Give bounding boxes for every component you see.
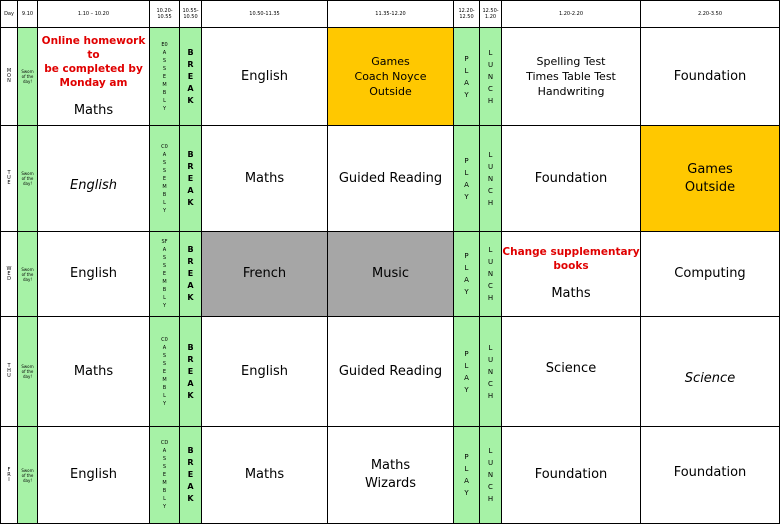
header-play-time: 12.20-12.50 bbox=[454, 0, 480, 28]
header-day: Day bbox=[0, 0, 18, 28]
lunch-column: L U N C H bbox=[480, 126, 502, 232]
lunch-column: L U N C H bbox=[480, 427, 502, 524]
header-period-6-time: 2.20-3.50 bbox=[641, 0, 780, 28]
header-assembly-time: 10.20-10.55 bbox=[150, 0, 180, 28]
thu-period-1: Maths bbox=[38, 317, 150, 427]
story-of-the-day: Sworn of the day! bbox=[18, 317, 38, 427]
thu-period-3: English bbox=[202, 317, 328, 427]
assembly-column: CD A S S E M B L Y bbox=[150, 427, 180, 524]
wed-period-1: English bbox=[38, 232, 150, 317]
mon-period-1 bbox=[38, 28, 150, 126]
lunch-column: L U N C H bbox=[480, 28, 502, 126]
fri-period-5: Foundation bbox=[502, 427, 641, 524]
assembly-column: C0 A S S E M B L Y bbox=[150, 126, 180, 232]
thu-period-5: Science bbox=[502, 317, 641, 427]
wed-period-3: French bbox=[202, 232, 328, 317]
lunch-column: L U N C H bbox=[480, 232, 502, 317]
tue-period-4: Guided Reading bbox=[328, 126, 454, 232]
header-period-1-time: 1.10 – 10.20 bbox=[38, 0, 150, 28]
play-column: P L A Y bbox=[454, 232, 480, 317]
story-of-the-day: Sworn of the day! bbox=[18, 28, 38, 126]
mon-period-5: Spelling Test Times Table Test Handwriting bbox=[502, 28, 641, 126]
day-label-mon: M O N bbox=[0, 28, 18, 126]
fri-period-4: Maths Wizards bbox=[328, 427, 454, 524]
tue-period-6: Games Outside bbox=[641, 126, 780, 232]
thu-period-6: Science bbox=[641, 317, 780, 427]
fri-period-3: Maths bbox=[202, 427, 328, 524]
thu-period-4: Guided Reading bbox=[328, 317, 454, 427]
supplementary-books-note: Change supplementary books bbox=[502, 246, 640, 272]
fri-period-6: Foundation bbox=[641, 427, 780, 524]
mon-period-4: Games Coach Noyce Outside bbox=[328, 28, 454, 126]
assembly-column: SF A S S E M B L Y bbox=[150, 232, 180, 317]
mon-period-3: English bbox=[202, 28, 328, 126]
story-of-the-day: Sworn of the day! bbox=[18, 232, 38, 317]
lesson-label: Maths bbox=[551, 286, 591, 301]
day-label-tue: T U E bbox=[0, 126, 18, 232]
day-label-thu: T H U bbox=[0, 317, 18, 427]
play-column: P L A Y bbox=[454, 427, 480, 524]
header-registration-time: 9.10 bbox=[18, 0, 38, 28]
break-column: B R E A K bbox=[180, 427, 202, 524]
header-period-3-time: 10.50-11.35 bbox=[202, 0, 328, 28]
play-column: P L A Y bbox=[454, 317, 480, 427]
break-column: B R E A K bbox=[180, 232, 202, 317]
wed-period-4: Music bbox=[328, 232, 454, 317]
header-period-5-time: 1.20-2.20 bbox=[502, 0, 641, 28]
assembly-column: E0 A S S E M B L Y bbox=[150, 28, 180, 126]
homework-note: Online homework to be completed by Monday am bbox=[41, 34, 146, 89]
header-period-4-time: 11.35-12.20 bbox=[328, 0, 454, 28]
play-column: P L A Y bbox=[454, 28, 480, 126]
header-break-time: 10.55-10.50 bbox=[180, 0, 202, 28]
mon-period-6: Foundation bbox=[641, 28, 780, 126]
tue-period-3: Maths bbox=[202, 126, 328, 232]
story-of-the-day: Sworn of the day! bbox=[18, 126, 38, 232]
wed-period-6: Computing bbox=[641, 232, 780, 317]
story-of-the-day: Sworn of the day! bbox=[18, 427, 38, 524]
break-column: B R E A K bbox=[180, 126, 202, 232]
play-column: P L A Y bbox=[454, 126, 480, 232]
header-lunch-time: 12.50-1.20 bbox=[480, 0, 502, 28]
lesson-label: Maths bbox=[73, 102, 114, 118]
fri-period-1: English bbox=[38, 427, 150, 524]
break-column: B R E A K bbox=[180, 28, 202, 126]
wed-period-5 bbox=[502, 232, 641, 317]
assembly-column: C0 A S S E M B L Y bbox=[150, 317, 180, 427]
day-label-fri: F R I bbox=[0, 427, 18, 524]
lunch-column: L U N C H bbox=[480, 317, 502, 427]
tue-period-5: Foundation bbox=[502, 126, 641, 232]
break-column: B R E A K bbox=[180, 317, 202, 427]
tue-period-1: English bbox=[38, 126, 150, 232]
day-label-wed: W E D bbox=[0, 232, 18, 317]
